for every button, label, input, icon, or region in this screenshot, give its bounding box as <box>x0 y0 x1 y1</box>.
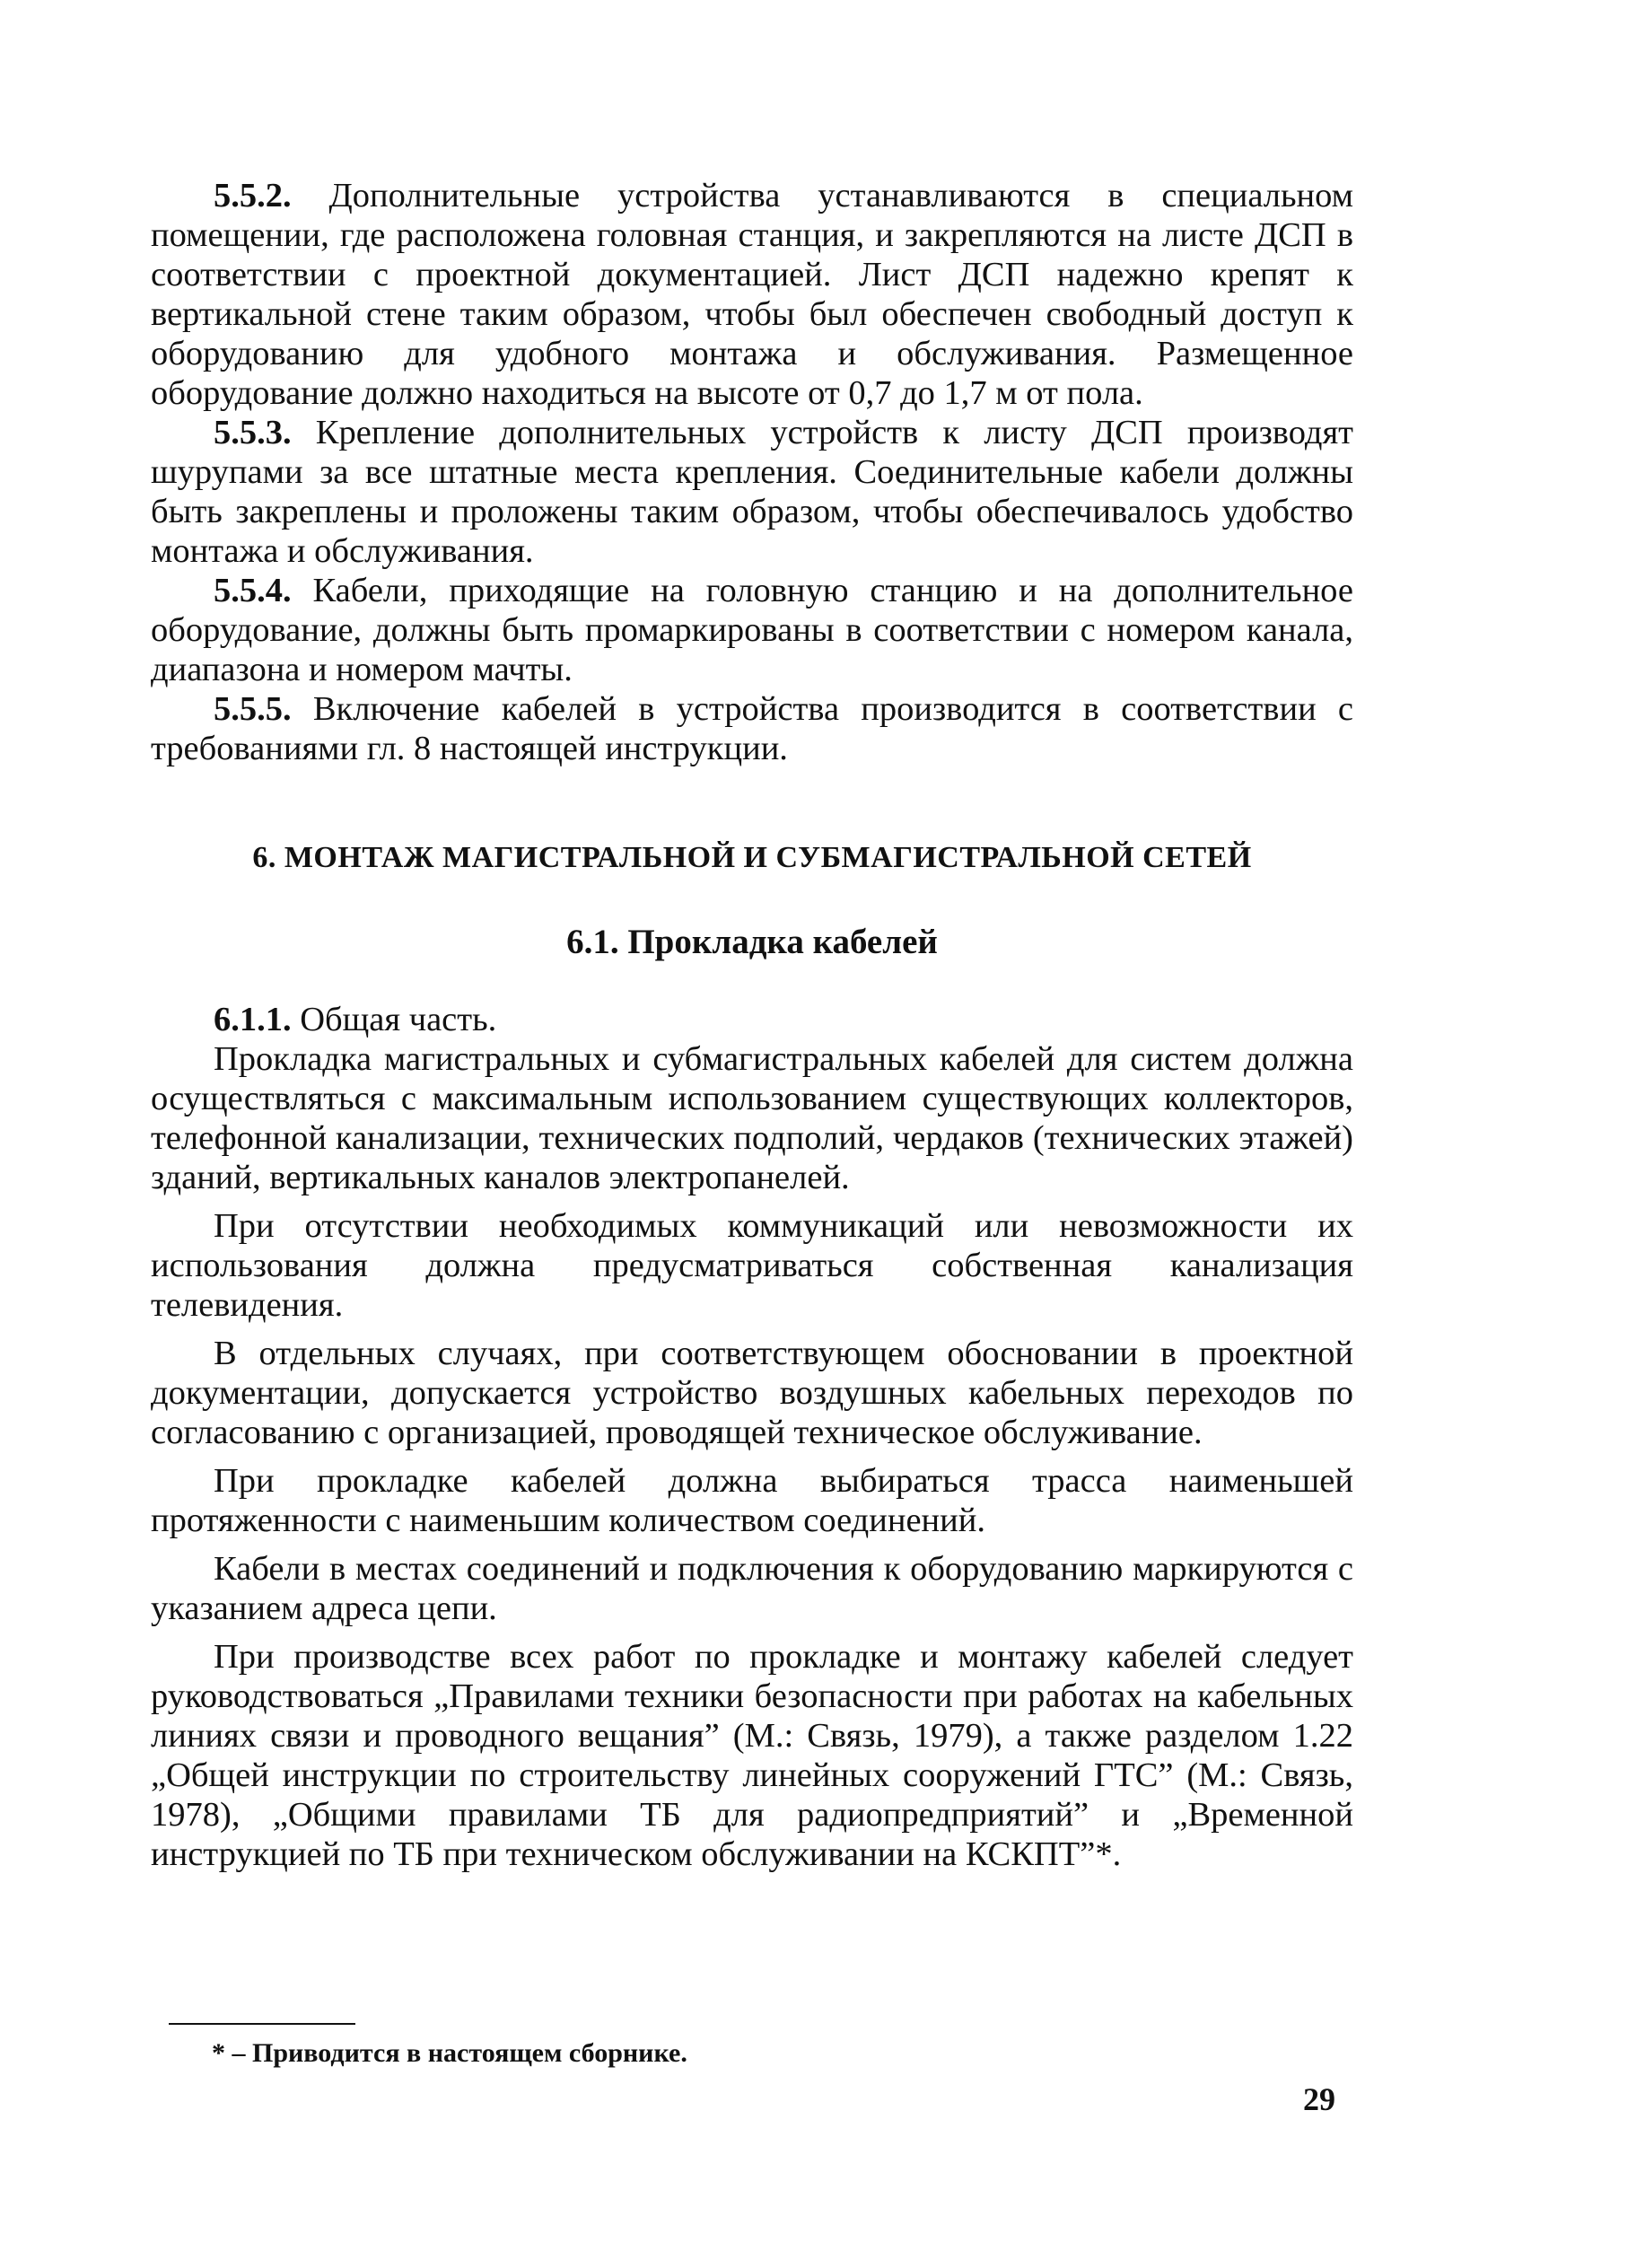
body-paragraph: При отсутствии необходимых коммуникаций или невозможности их использования должна предусматриваться собственная канализация телевидения. <box>151 1207 1353 1324</box>
paragraph-number: 5.5.4. <box>214 572 292 609</box>
page-number: 29 <box>1303 2081 1335 2117</box>
body-paragraph: Прокладка магистральных и субмагистральных кабелей для систем должна осуществляться с максимальным использованием существующих коллекторов, телефонной канализации, технических подполий, чердаков (технических этажей) зданий, вертикальных каналов электропанелей. <box>151 1040 1353 1196</box>
footnote: * – Приводится в настоящем сборнике. <box>212 2038 687 2068</box>
paragraph-number: 6.1.1. <box>214 1001 292 1038</box>
footnote-divider <box>169 2023 355 2025</box>
paragraph-number: 5.5.5. <box>214 690 292 728</box>
paragraph-text: Кабели, приходящие на головную станцию и на дополнительное оборудование, должны быть промаркированы в соответствии с номером канала, диапазона и номером мачты. <box>151 572 1353 688</box>
paragraph-number: 5.5.2. <box>214 177 292 215</box>
section-title: 6. МОНТАЖ МАГИСТРАЛЬНОЙ И СУБМАГИСТРАЛЬНОЙ СЕТЕЙ <box>252 841 1252 874</box>
paragraph-text: Дополнительные устройства устанавливаются в специальном помещении, где расположена головная станция, и закрепляются на листе ДСП в соответствии с проектной документацией. Лист ДСП надежно крепят к вертикальной стене таким образом, чтобы был обеспечен свободный доступ к оборудованию для удобного монтажа и обслуживания. Размещенное оборудование должно находиться на высоте от 0,7 до 1,7 м от пола. <box>151 177 1353 412</box>
body-paragraph: При прокладке кабелей должна выбираться трасса наименьшей протяженности с наименьшим количеством соединений. <box>151 1462 1353 1539</box>
paragraph-text: Общая часть. <box>291 1001 497 1038</box>
body-paragraph: При производстве всех работ по прокладке и монтажу кабелей следует руководствоваться „Правилами техники безопасности при работах на кабельных линиях связи и проводного вещания” (М.: Связь, 1979), а также разделом 1.22 „Общей инструкции по строительству линейных сооружений ГТС” (М.: Связь, 1978), „Общими правилами ТБ для радиопредприятий” и „Временной инструкцией по ТБ при техническом обслуживании на КСКПТ”*. <box>151 1638 1353 1873</box>
paragraph-5-5-2 <box>151 176 1353 413</box>
page-body <box>151 176 1353 1874</box>
paragraph-5-5-5 <box>151 689 1353 768</box>
body-paragraph: Кабели в местах соединений и подключения к оборудованию маркируются с указанием адреса цепи. <box>151 1550 1353 1627</box>
subsection-title: 6.1. Прокладка кабелей <box>566 923 938 961</box>
paragraph-5-5-3 <box>151 413 1353 571</box>
paragraph-text: Крепление дополнительных устройств к листу ДСП производят шурупами за все штатные места крепления. Соединительные кабели должны быть закреплены и проложены таким образом, чтобы обеспечивалось удобство монтажа и обслуживания. <box>151 414 1353 570</box>
paragraph-number: 5.5.3. <box>214 414 292 451</box>
paragraph-6-1-1 <box>151 1000 1353 1039</box>
paragraph-text: Включение кабелей в устройства производится в соответствии с требованиями гл. 8 настоящей инструкции. <box>151 690 1353 767</box>
body-paragraph: В отдельных случаях, при соответствующем обосновании в проектной документации, допускается устройство воздушных кабельных переходов по согласованию с организацией, проводящей техническое обслуживание. <box>151 1335 1353 1451</box>
paragraph-5-5-4 <box>151 571 1353 689</box>
